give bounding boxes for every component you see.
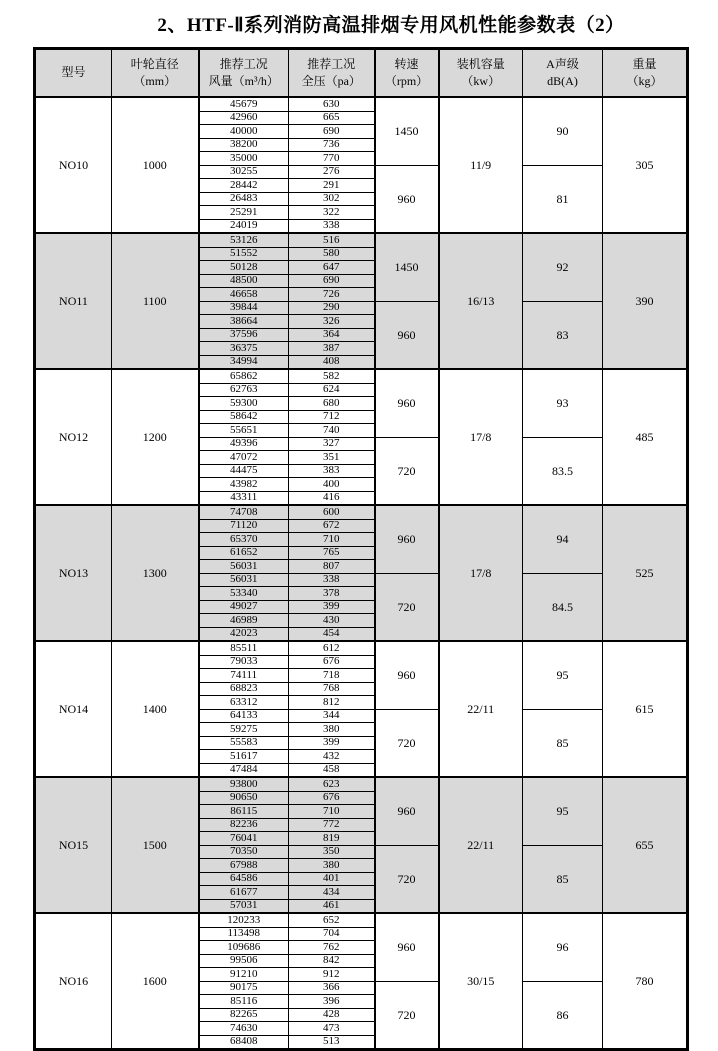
table-row [35,641,688,655]
flow-value-cell: 39844 [199,301,289,315]
header-noise-line2: dB(A) [547,74,578,88]
flow-value-cell: 51617 [199,750,289,764]
pressure-value-cell: 712 [289,410,375,424]
noise-level-cell: 81 [523,165,603,233]
flow-value-cell: 53340 [199,587,289,601]
header-weight [603,49,688,98]
header-pressure-line2: 全压（pa） [301,74,361,88]
pressure-value-cell: 351 [289,451,375,465]
flow-value-cell: 42960 [199,111,289,125]
table-row [35,777,688,791]
rpm-cell: 720 [375,437,439,505]
model-cell: NO14 [35,641,112,777]
capacity-cell: 17/8 [439,505,523,641]
flow-value-cell: 37596 [199,328,289,342]
capacity-cell: 16/13 [439,233,523,369]
noise-level-cell: 84.5 [523,573,603,641]
pressure-value-cell: 454 [289,627,375,641]
pressure-value-cell: 458 [289,763,375,777]
pressure-value-cell: 290 [289,301,375,315]
pressure-value-cell: 580 [289,247,375,261]
pressure-value-cell: 387 [289,342,375,356]
flow-value-cell: 64133 [199,709,289,723]
pressure-value-cell: 430 [289,614,375,628]
fan-spec-table [33,47,689,1051]
pressure-value-cell: 704 [289,927,375,941]
model-cell: NO15 [35,777,112,913]
pressure-value-cell: 740 [289,424,375,438]
pressure-value-cell: 364 [289,328,375,342]
noise-level-cell: 86 [523,981,603,1050]
pressure-value-cell: 428 [289,1008,375,1022]
model-cell: NO16 [35,913,112,1050]
flow-value-cell: 120233 [199,913,289,927]
rpm-cell: 1450 [375,233,439,301]
diameter-cell: 1400 [112,641,199,777]
header-speed [375,49,439,98]
diameter-cell: 1500 [112,777,199,913]
flow-value-cell: 30255 [199,165,289,179]
flow-value-cell: 74708 [199,505,289,519]
pressure-value-cell: 350 [289,845,375,859]
pressure-value-cell: 623 [289,777,375,791]
rpm-cell: 960 [375,777,439,845]
flow-value-cell: 68823 [199,682,289,696]
flow-value-cell: 65370 [199,533,289,547]
pressure-value-cell: 772 [289,818,375,832]
flow-value-cell: 55583 [199,736,289,750]
pressure-value-cell: 513 [289,1035,375,1050]
flow-value-cell: 70350 [199,845,289,859]
flow-value-cell: 85511 [199,641,289,655]
pressure-value-cell: 690 [289,125,375,139]
flow-value-cell: 93800 [199,777,289,791]
pressure-value-cell: 647 [289,261,375,275]
flow-value-cell: 25291 [199,206,289,220]
flow-value-cell: 63312 [199,696,289,710]
flow-value-cell: 91210 [199,968,289,982]
flow-value-cell: 55651 [199,424,289,438]
pressure-value-cell: 344 [289,709,375,723]
noise-level-cell: 83.5 [523,437,603,505]
flow-value-cell: 49027 [199,600,289,614]
pressure-value-cell: 326 [289,315,375,329]
pressure-value-cell: 842 [289,954,375,968]
flow-value-cell: 61677 [199,886,289,900]
flow-value-cell: 26483 [199,192,289,206]
pressure-value-cell: 302 [289,192,375,206]
noise-level-cell: 90 [523,97,603,165]
flow-value-cell: 34994 [199,355,289,369]
weight-cell: 525 [603,505,688,641]
pressure-value-cell: 378 [289,587,375,601]
flow-value-cell: 57031 [199,899,289,913]
weight-cell: 305 [603,97,688,233]
rpm-cell: 960 [375,165,439,233]
pressure-value-cell: 516 [289,233,375,247]
table-row [35,913,688,927]
pressure-value-cell: 710 [289,533,375,547]
header-noise-line1: A声级 [546,56,579,71]
rpm-cell: 960 [375,913,439,981]
pressure-value-cell: 819 [289,832,375,846]
pressure-value-cell: 630 [289,97,375,111]
header-capacity-line2: （kw） [461,74,501,88]
pressure-value-cell: 718 [289,669,375,683]
flow-value-cell: 61652 [199,546,289,560]
pressure-value-cell: 380 [289,859,375,873]
noise-level-cell: 93 [523,369,603,437]
flow-value-cell: 82236 [199,818,289,832]
flow-value-cell: 76041 [199,832,289,846]
header-flow [199,49,289,98]
pressure-value-cell: 396 [289,995,375,1009]
noise-level-cell: 94 [523,505,603,573]
flow-value-cell: 48500 [199,274,289,288]
flow-value-cell: 71120 [199,519,289,533]
flow-value-cell: 68408 [199,1035,289,1050]
flow-value-cell: 79033 [199,655,289,669]
pressure-value-cell: 383 [289,464,375,478]
header-capacity-line1: 装机容量 [456,56,505,71]
pressure-value-cell: 327 [289,437,375,451]
header-model-line1: 型号 [61,65,86,80]
flow-value-cell: 47072 [199,451,289,465]
header-noise [523,49,603,98]
weight-cell: 615 [603,641,688,777]
model-cell: NO13 [35,505,112,641]
flow-value-cell: 62763 [199,383,289,397]
flow-value-cell: 56031 [199,560,289,574]
noise-level-cell: 85 [523,709,603,777]
flow-value-cell: 58642 [199,410,289,424]
diameter-cell: 1200 [112,369,199,505]
pressure-value-cell: 676 [289,655,375,669]
flow-value-cell: 59300 [199,397,289,411]
flow-value-cell: 38664 [199,315,289,329]
pressure-value-cell: 399 [289,736,375,750]
pressure-value-cell: 768 [289,682,375,696]
header-diameter [112,49,199,98]
flow-value-cell: 28442 [199,179,289,193]
flow-value-cell: 86115 [199,805,289,819]
flow-value-cell: 43311 [199,491,289,505]
header-pressure-line1: 推荐工况 [307,56,356,71]
noise-level-cell: 85 [523,845,603,913]
flow-value-cell: 56031 [199,573,289,587]
diameter-cell: 1600 [112,913,199,1050]
pressure-value-cell: 726 [289,288,375,302]
pressure-value-cell: 612 [289,641,375,655]
table-header-row [35,49,688,98]
pressure-value-cell: 736 [289,138,375,152]
capacity-cell: 17/8 [439,369,523,505]
flow-value-cell: 64586 [199,872,289,886]
noise-level-cell: 95 [523,641,603,709]
weight-cell: 485 [603,369,688,505]
flow-value-cell: 99506 [199,954,289,968]
scanned-page [0,10,718,1051]
noise-level-cell: 92 [523,233,603,301]
flow-value-cell: 90175 [199,981,289,995]
page-title: 2、HTF-Ⅱ系列消防高温排烟专用风机性能参数表（2） [157,15,625,36]
diameter-cell: 1100 [112,233,199,369]
flow-value-cell: 36375 [199,342,289,356]
pressure-value-cell: 473 [289,1022,375,1036]
flow-value-cell: 51552 [199,247,289,261]
flow-value-cell: 49396 [199,437,289,451]
flow-value-cell: 65862 [199,369,289,383]
pressure-value-cell: 408 [289,355,375,369]
pressure-value-cell: 416 [289,491,375,505]
pressure-value-cell: 434 [289,886,375,900]
flow-value-cell: 24019 [199,219,289,233]
flow-value-cell: 44475 [199,464,289,478]
header-speed-line2: （rpm） [384,74,429,88]
rpm-cell: 1450 [375,97,439,165]
model-cell: NO10 [35,97,112,233]
pressure-value-cell: 690 [289,274,375,288]
flow-value-cell: 90650 [199,791,289,805]
table-row [35,369,688,383]
flow-value-cell: 53126 [199,233,289,247]
pressure-value-cell: 366 [289,981,375,995]
pressure-value-cell: 291 [289,179,375,193]
rpm-cell: 720 [375,845,439,913]
flow-value-cell: 42023 [199,627,289,641]
header-capacity [439,49,523,98]
table-row [35,505,688,519]
flow-value-cell: 40000 [199,125,289,139]
weight-cell: 390 [603,233,688,369]
pressure-value-cell: 710 [289,805,375,819]
table-row [35,97,688,111]
pressure-value-cell: 461 [289,899,375,913]
flow-value-cell: 35000 [199,152,289,166]
model-cell: NO12 [35,369,112,505]
header-flow-line2: 风量（m³/h） [208,74,279,88]
pressure-value-cell: 582 [289,369,375,383]
rpm-cell: 960 [375,505,439,573]
rpm-cell: 960 [375,641,439,709]
capacity-cell: 22/11 [439,641,523,777]
rpm-cell: 960 [375,301,439,369]
flow-value-cell: 38200 [199,138,289,152]
pressure-value-cell: 322 [289,206,375,220]
rpm-cell: 720 [375,709,439,777]
flow-value-cell: 113498 [199,927,289,941]
flow-value-cell: 47484 [199,763,289,777]
pressure-value-cell: 765 [289,546,375,560]
noise-level-cell: 95 [523,777,603,845]
capacity-cell: 30/15 [439,913,523,1050]
header-pressure [289,49,375,98]
pressure-value-cell: 807 [289,560,375,574]
diameter-cell: 1000 [112,97,199,233]
flow-value-cell: 59275 [199,723,289,737]
pressure-value-cell: 672 [289,519,375,533]
header-model [35,49,112,98]
capacity-cell: 22/11 [439,777,523,913]
weight-cell: 780 [603,913,688,1050]
diameter-cell: 1300 [112,505,199,641]
noise-level-cell: 83 [523,301,603,369]
pressure-value-cell: 600 [289,505,375,519]
pressure-value-cell: 770 [289,152,375,166]
table-row [35,233,688,247]
flow-value-cell: 82265 [199,1008,289,1022]
header-diameter-line1: 叶轮直径 [130,56,179,71]
model-cell: NO11 [35,233,112,369]
header-diameter-line2: （mm） [133,74,177,88]
pressure-value-cell: 276 [289,165,375,179]
pressure-value-cell: 912 [289,968,375,982]
header-weight-line2: （kg） [626,74,663,88]
header-weight-line1: 重量 [632,56,657,71]
flow-value-cell: 46989 [199,614,289,628]
header-flow-line1: 推荐工况 [219,56,268,71]
pressure-value-cell: 400 [289,478,375,492]
flow-value-cell: 46658 [199,288,289,302]
pressure-value-cell: 338 [289,219,375,233]
flow-value-cell: 74111 [199,669,289,683]
pressure-value-cell: 338 [289,573,375,587]
flow-value-cell: 43982 [199,478,289,492]
flow-value-cell: 109686 [199,941,289,955]
flow-value-cell: 67988 [199,859,289,873]
pressure-value-cell: 432 [289,750,375,764]
capacity-cell: 11/9 [439,97,523,233]
pressure-value-cell: 380 [289,723,375,737]
flow-value-cell: 50128 [199,261,289,275]
pressure-value-cell: 665 [289,111,375,125]
rpm-cell: 960 [375,369,439,437]
rpm-cell: 720 [375,573,439,641]
pressure-value-cell: 762 [289,941,375,955]
weight-cell: 655 [603,777,688,913]
header-speed-line1: 转速 [394,56,419,71]
rpm-cell: 720 [375,981,439,1050]
pressure-value-cell: 680 [289,397,375,411]
pressure-value-cell: 399 [289,600,375,614]
flow-value-cell: 74630 [199,1022,289,1036]
noise-level-cell: 96 [523,913,603,981]
pressure-value-cell: 652 [289,913,375,927]
pressure-value-cell: 812 [289,696,375,710]
flow-value-cell: 85116 [199,995,289,1009]
pressure-value-cell: 676 [289,791,375,805]
flow-value-cell: 45679 [199,97,289,111]
pressure-value-cell: 624 [289,383,375,397]
pressure-value-cell: 401 [289,872,375,886]
